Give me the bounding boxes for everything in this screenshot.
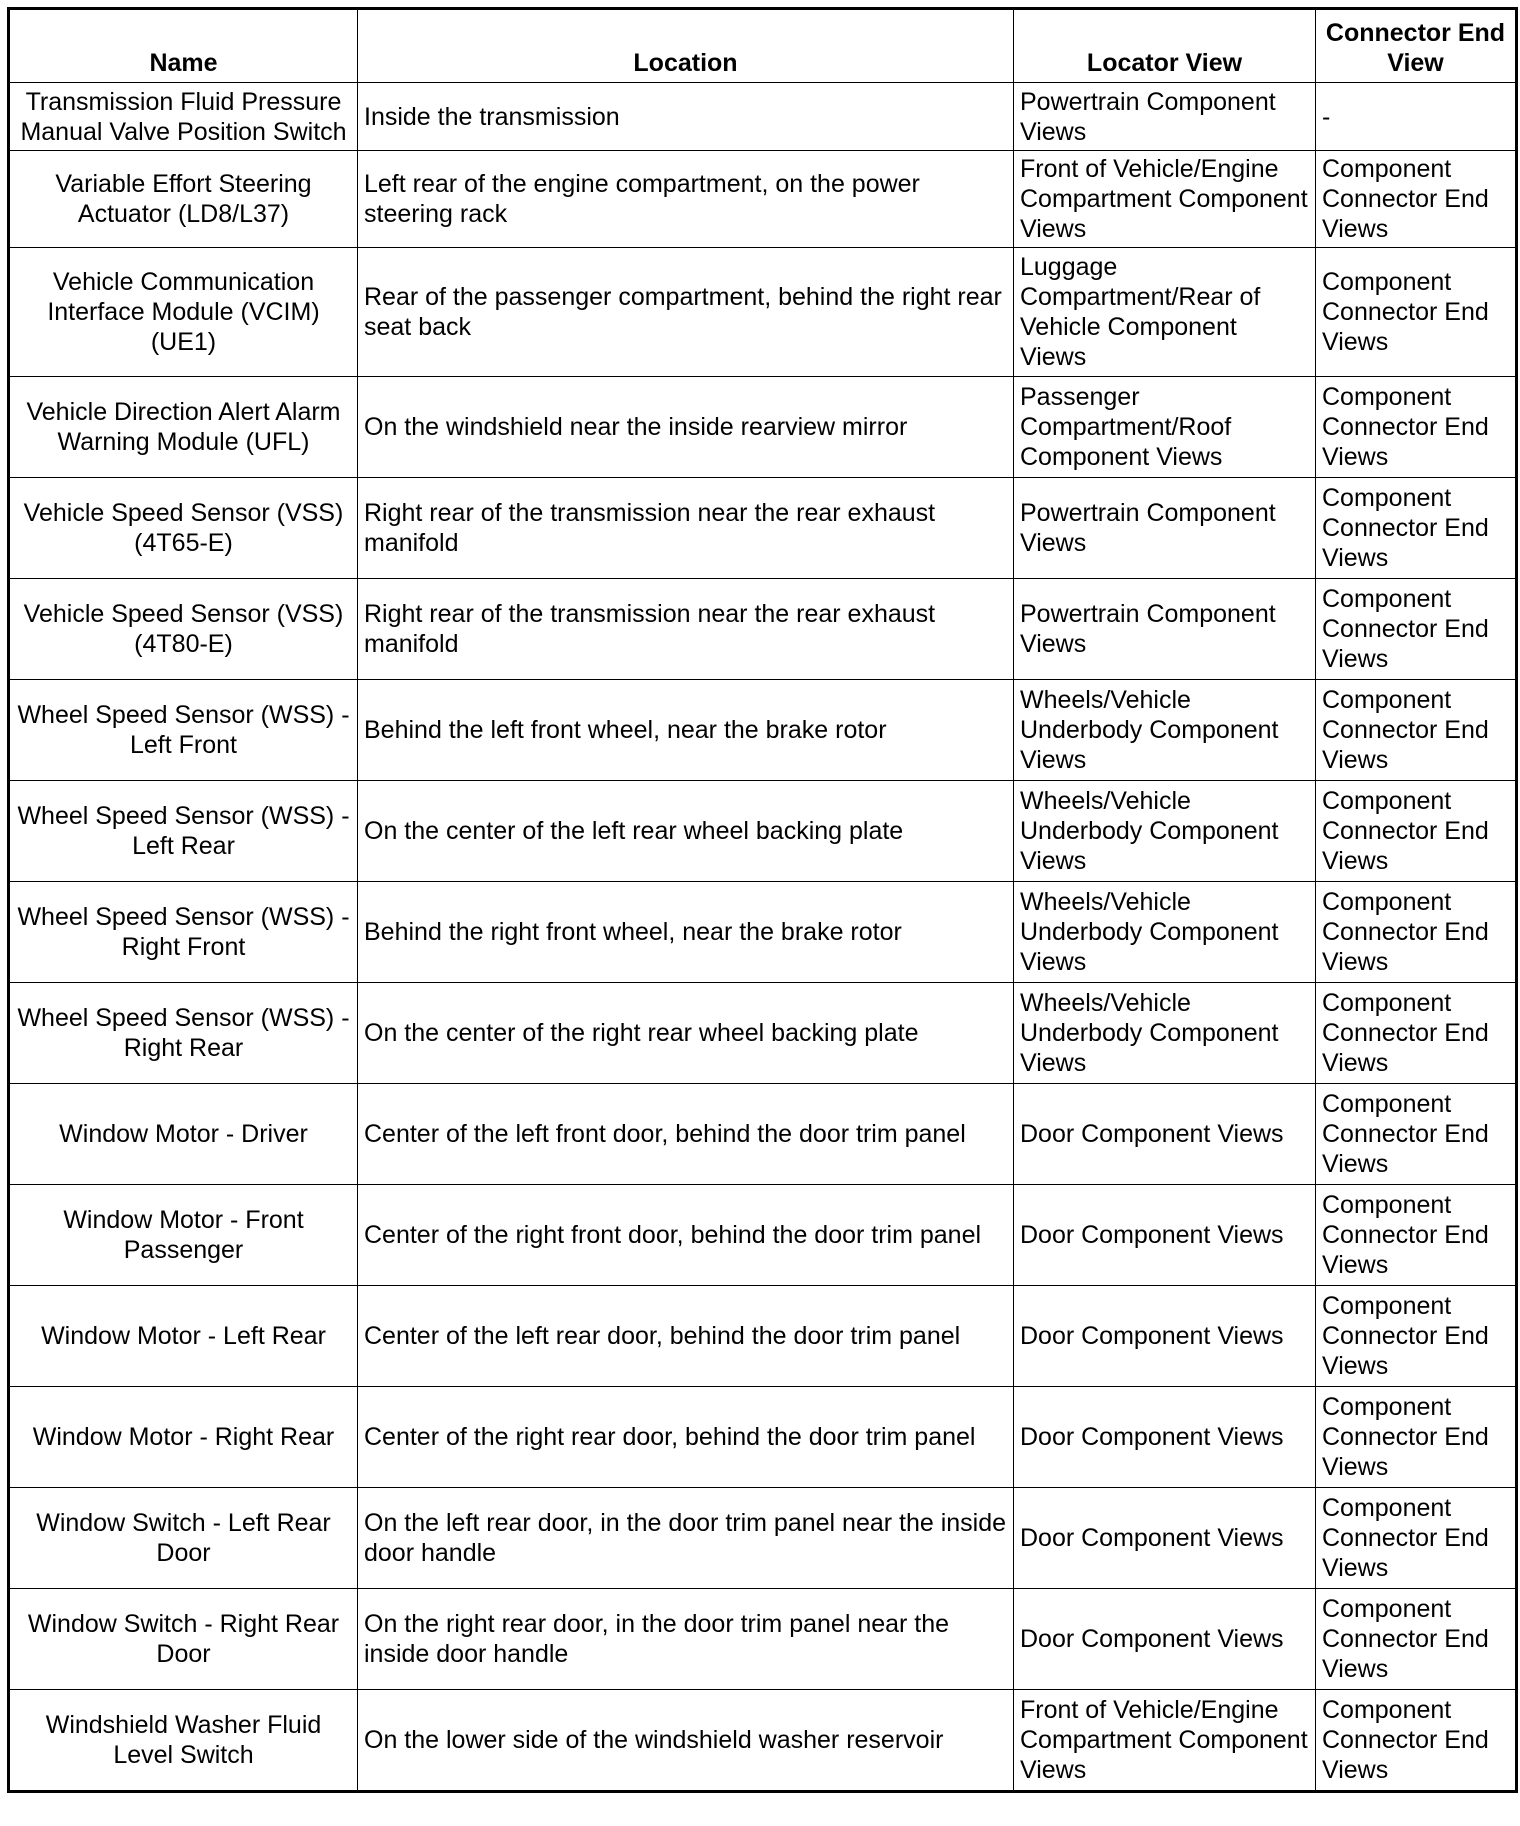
- cell-location: On the right rear door, in the door trim panel near the inside door handle: [358, 1589, 1014, 1690]
- cell-locator-view: Door Component Views: [1014, 1084, 1316, 1185]
- table-row: [9, 83, 1517, 151]
- cell-connector-end-view: Component Connector End Views: [1316, 579, 1517, 680]
- table-row: [9, 1488, 1517, 1589]
- cell-location: Center of the right rear door, behind the door trim panel: [358, 1387, 1014, 1488]
- cell-locator-view: Door Component Views: [1014, 1286, 1316, 1387]
- cell-locator-view: Powertrain Component Views: [1014, 478, 1316, 579]
- cell-connector-end-view: Component Connector End Views: [1316, 1690, 1517, 1792]
- cell-name: Wheel Speed Sensor (WSS) - Right Front: [9, 882, 358, 983]
- cell-location: Behind the right front wheel, near the brake rotor: [358, 882, 1014, 983]
- table-row: [9, 151, 1517, 248]
- cell-name: Wheel Speed Sensor (WSS) - Left Front: [9, 680, 358, 781]
- cell-location: On the left rear door, in the door trim panel near the inside door handle: [358, 1488, 1014, 1589]
- table-row: [9, 1185, 1517, 1286]
- cell-locator-view: Wheels/Vehicle Underbody Component Views: [1014, 781, 1316, 882]
- cell-locator-view: Door Component Views: [1014, 1185, 1316, 1286]
- cell-connector-end-view: Component Connector End Views: [1316, 1387, 1517, 1488]
- cell-name: Window Motor - Driver: [9, 1084, 358, 1185]
- cell-location: Right rear of the transmission near the rear exhaust manifold: [358, 478, 1014, 579]
- table-row: [9, 579, 1517, 680]
- cell-locator-view: Wheels/Vehicle Underbody Component Views: [1014, 882, 1316, 983]
- cell-locator-view: Luggage Compartment/Rear of Vehicle Component Views: [1014, 248, 1316, 377]
- cell-connector-end-view: Component Connector End Views: [1316, 1488, 1517, 1589]
- table-row: [9, 882, 1517, 983]
- cell-location: Left rear of the engine compartment, on the power steering rack: [358, 151, 1014, 248]
- table-row: [9, 680, 1517, 781]
- cell-connector-end-view: Component Connector End Views: [1316, 151, 1517, 248]
- table-row: [9, 781, 1517, 882]
- cell-location: On the center of the left rear wheel backing plate: [358, 781, 1014, 882]
- cell-locator-view: Powertrain Component Views: [1014, 83, 1316, 151]
- cell-name: Windshield Washer Fluid Level Switch: [9, 1690, 358, 1792]
- cell-connector-end-view: Component Connector End Views: [1316, 882, 1517, 983]
- cell-name: Vehicle Communication Interface Module (VCIM) (UE1): [9, 248, 358, 377]
- cell-connector-end-view: Component Connector End Views: [1316, 1185, 1517, 1286]
- cell-name: Transmission Fluid Pressure Manual Valve Position Switch: [9, 83, 358, 151]
- cell-connector-end-view: Component Connector End Views: [1316, 680, 1517, 781]
- table-row: [9, 983, 1517, 1084]
- cell-connector-end-view: Component Connector End Views: [1316, 1286, 1517, 1387]
- table-header-row: [9, 9, 1517, 83]
- cell-name: Variable Effort Steering Actuator (LD8/L37): [9, 151, 358, 248]
- header-location: Location: [358, 9, 1014, 83]
- cell-location: Behind the left front wheel, near the brake rotor: [358, 680, 1014, 781]
- cell-locator-view: Door Component Views: [1014, 1387, 1316, 1488]
- cell-connector-end-view: -: [1316, 83, 1517, 151]
- cell-locator-view: Wheels/Vehicle Underbody Component Views: [1014, 680, 1316, 781]
- table-row: [9, 1589, 1517, 1690]
- cell-location: Center of the right front door, behind the door trim panel: [358, 1185, 1014, 1286]
- cell-connector-end-view: Component Connector End Views: [1316, 983, 1517, 1084]
- cell-location: On the center of the right rear wheel backing plate: [358, 983, 1014, 1084]
- cell-location: Rear of the passenger compartment, behind the right rear seat back: [358, 248, 1014, 377]
- cell-location: Center of the left front door, behind the door trim panel: [358, 1084, 1014, 1185]
- cell-locator-view: Front of Vehicle/Engine Compartment Component Views: [1014, 1690, 1316, 1792]
- cell-name: Window Motor - Right Rear: [9, 1387, 358, 1488]
- cell-name: Window Motor - Front Passenger: [9, 1185, 358, 1286]
- table-row: [9, 1690, 1517, 1792]
- cell-location: On the windshield near the inside rearview mirror: [358, 377, 1014, 478]
- cell-name: Vehicle Direction Alert Alarm Warning Module (UFL): [9, 377, 358, 478]
- header-connector-end-view: Connector End View: [1316, 9, 1517, 83]
- cell-name: Window Motor - Left Rear: [9, 1286, 358, 1387]
- cell-locator-view: Door Component Views: [1014, 1589, 1316, 1690]
- cell-connector-end-view: Component Connector End Views: [1316, 248, 1517, 377]
- table-row: [9, 1387, 1517, 1488]
- cell-name: Vehicle Speed Sensor (VSS) (4T65-E): [9, 478, 358, 579]
- cell-location: Center of the left rear door, behind the door trim panel: [358, 1286, 1014, 1387]
- cell-locator-view: Wheels/Vehicle Underbody Component Views: [1014, 983, 1316, 1084]
- table-row: [9, 248, 1517, 377]
- cell-location: On the lower side of the windshield washer reservoir: [358, 1690, 1014, 1792]
- cell-connector-end-view: Component Connector End Views: [1316, 781, 1517, 882]
- cell-connector-end-view: Component Connector End Views: [1316, 377, 1517, 478]
- cell-location: Right rear of the transmission near the rear exhaust manifold: [358, 579, 1014, 680]
- table-row: [9, 1286, 1517, 1387]
- cell-locator-view: Passenger Compartment/Roof Component Views: [1014, 377, 1316, 478]
- cell-connector-end-view: Component Connector End Views: [1316, 1084, 1517, 1185]
- cell-locator-view: Powertrain Component Views: [1014, 579, 1316, 680]
- cell-location: Inside the transmission: [358, 83, 1014, 151]
- cell-name: Window Switch - Left Rear Door: [9, 1488, 358, 1589]
- header-name: Name: [9, 9, 358, 83]
- cell-name: Vehicle Speed Sensor (VSS) (4T80-E): [9, 579, 358, 680]
- cell-name: Wheel Speed Sensor (WSS) - Right Rear: [9, 983, 358, 1084]
- cell-connector-end-view: Component Connector End Views: [1316, 478, 1517, 579]
- cell-locator-view: Door Component Views: [1014, 1488, 1316, 1589]
- cell-connector-end-view: Component Connector End Views: [1316, 1589, 1517, 1690]
- cell-name: Wheel Speed Sensor (WSS) - Left Rear: [9, 781, 358, 882]
- table-row: [9, 1084, 1517, 1185]
- table-row: [9, 478, 1517, 579]
- component-locator-table: [7, 7, 1518, 1793]
- table-row: [9, 377, 1517, 478]
- cell-locator-view: Front of Vehicle/Engine Compartment Component Views: [1014, 151, 1316, 248]
- header-locator-view: Locator View: [1014, 9, 1316, 83]
- cell-name: Window Switch - Right Rear Door: [9, 1589, 358, 1690]
